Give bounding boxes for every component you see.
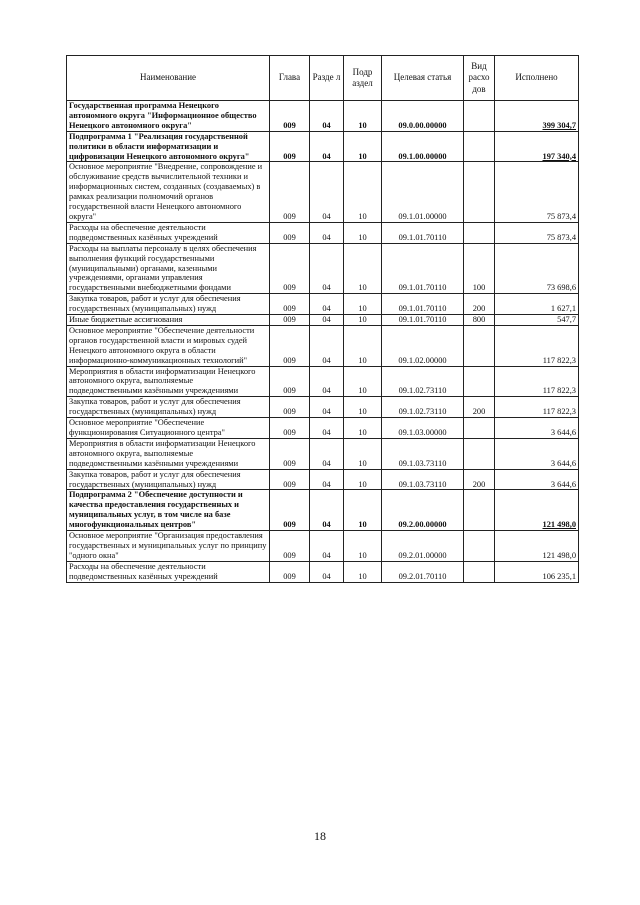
row-target: 09.1.01.70110 xyxy=(382,294,464,315)
table-row xyxy=(67,438,579,469)
row-target: 09.1.02.00000 xyxy=(382,325,464,366)
row-name: Подпрограмма 1 "Реализация государственной политики в области информатизации и цифровизации Ненецкого автономного округа" xyxy=(67,131,270,162)
row-glava: 009 xyxy=(270,315,310,326)
row-razdel: 04 xyxy=(310,397,344,418)
table-row xyxy=(67,162,579,222)
row-glava: 009 xyxy=(270,294,310,315)
row-target: 09.2.01.70110 xyxy=(382,561,464,582)
header-razdel: Разде л xyxy=(310,56,344,101)
row-name: Основное мероприятие "Обеспечение деятельности органов государственной власти и мировых судей Ненецкого автономного округа в области информационно-коммуникационных технологий" xyxy=(67,325,270,366)
row-amount: 106 235,1 xyxy=(495,561,579,582)
row-razdel: 04 xyxy=(310,131,344,162)
row-glava: 009 xyxy=(270,131,310,162)
row-amount: 117 822,3 xyxy=(495,366,579,397)
row-podrazdel: 10 xyxy=(344,531,382,562)
table-row xyxy=(67,469,579,490)
row-podrazdel: 10 xyxy=(344,469,382,490)
row-glava: 009 xyxy=(270,418,310,439)
table-row xyxy=(67,397,579,418)
table-header-row xyxy=(67,56,579,101)
row-name: Закупка товаров, работ и услуг для обеспечения государственных (муниципальных) нужд xyxy=(67,469,270,490)
row-target: 09.1.01.70110 xyxy=(382,243,464,294)
row-glava: 009 xyxy=(270,222,310,243)
table-row xyxy=(67,418,579,439)
table-row xyxy=(67,222,579,243)
row-razdel: 04 xyxy=(310,490,344,531)
row-podrazdel: 10 xyxy=(344,366,382,397)
row-amount: 399 304,7 xyxy=(495,101,579,132)
row-podrazdel: 10 xyxy=(344,418,382,439)
row-vid: 200 xyxy=(464,294,495,315)
row-glava: 009 xyxy=(270,469,310,490)
row-podrazdel: 10 xyxy=(344,243,382,294)
row-glava: 009 xyxy=(270,490,310,531)
row-podrazdel: 10 xyxy=(344,294,382,315)
row-amount: 75 873,4 xyxy=(495,222,579,243)
row-glava: 009 xyxy=(270,162,310,222)
row-amount: 117 822,3 xyxy=(495,397,579,418)
row-name: Мероприятия в области информатизации Ненецкого автономного округа, выполняемые подведомственными казёнными учреждениями xyxy=(67,366,270,397)
row-amount: 547,7 xyxy=(495,315,579,326)
row-amount: 75 873,4 xyxy=(495,162,579,222)
row-amount: 197 340,4 xyxy=(495,131,579,162)
row-vid xyxy=(464,418,495,439)
row-name: Мероприятия в области информатизации Ненецкого автономного округа, выполняемые подведомственными казёнными учреждениями xyxy=(67,438,270,469)
row-podrazdel: 10 xyxy=(344,325,382,366)
row-name: Основное мероприятие "Внедрение, сопровождение и обслуживание средств вычислительной техники и информационных систем, созданных (создаваемых) в рамках реализации полномочий органов государственной власти Ненецкого автономного округа" xyxy=(67,162,270,222)
row-target: 09.2.01.00000 xyxy=(382,531,464,562)
row-podrazdel: 10 xyxy=(344,397,382,418)
row-razdel: 04 xyxy=(310,294,344,315)
row-razdel: 04 xyxy=(310,243,344,294)
row-target: 09.1.01.70110 xyxy=(382,315,464,326)
table-row xyxy=(67,325,579,366)
row-podrazdel: 10 xyxy=(344,162,382,222)
row-amount: 121 498,0 xyxy=(495,490,579,531)
row-vid xyxy=(464,531,495,562)
row-name: Подпрограмма 2 "Обеспечение доступности и качества предоставления государственных и муниципальных услуг, в том числе на базе многофункциональных центров" xyxy=(67,490,270,531)
row-podrazdel: 10 xyxy=(344,561,382,582)
row-target: 09.2.00.00000 xyxy=(382,490,464,531)
page-number: 18 xyxy=(314,829,326,843)
row-name: Государственная программа Ненецкого автономного округа "Информационное общество Ненецкого автономного округа" xyxy=(67,101,270,132)
row-amount: 73 698,6 xyxy=(495,243,579,294)
row-vid xyxy=(464,438,495,469)
row-glava: 009 xyxy=(270,438,310,469)
row-glava: 009 xyxy=(270,397,310,418)
row-name: Расходы на обеспечение деятельности подведомственных казённых учреждений xyxy=(67,561,270,582)
row-podrazdel: 10 xyxy=(344,490,382,531)
row-amount: 3 644,6 xyxy=(495,469,579,490)
row-podrazdel: 10 xyxy=(344,315,382,326)
table-body xyxy=(67,101,579,583)
row-razdel: 04 xyxy=(310,561,344,582)
row-target: 09.0.00.00000 xyxy=(382,101,464,132)
row-glava: 009 xyxy=(270,366,310,397)
table-row xyxy=(67,294,579,315)
row-vid xyxy=(464,325,495,366)
row-razdel: 04 xyxy=(310,438,344,469)
row-name: Закупка товаров, работ и услуг для обеспечения государственных (муниципальных) нужд xyxy=(67,294,270,315)
row-vid: 200 xyxy=(464,469,495,490)
row-name: Основное мероприятие "Обеспечение функционирования Ситуационного центра" xyxy=(67,418,270,439)
row-razdel: 04 xyxy=(310,222,344,243)
header-vid: Вид расхо дов xyxy=(464,56,495,101)
row-vid xyxy=(464,131,495,162)
row-target: 09.1.02.73110 xyxy=(382,397,464,418)
row-glava: 009 xyxy=(270,561,310,582)
row-podrazdel: 10 xyxy=(344,222,382,243)
header-podrazdel: Подр аздел xyxy=(344,56,382,101)
row-vid: 100 xyxy=(464,243,495,294)
row-glava: 009 xyxy=(270,101,310,132)
row-name: Расходы на обеспечение деятельности подведомственных казённых учреждений xyxy=(67,222,270,243)
row-amount: 3 644,6 xyxy=(495,418,579,439)
row-amount: 117 822,3 xyxy=(495,325,579,366)
row-vid: 800 xyxy=(464,315,495,326)
header-glava: Глава xyxy=(270,56,310,101)
row-amount: 121 498,0 xyxy=(495,531,579,562)
row-amount: 1 627,1 xyxy=(495,294,579,315)
row-podrazdel: 10 xyxy=(344,131,382,162)
row-glava: 009 xyxy=(270,243,310,294)
row-razdel: 04 xyxy=(310,418,344,439)
row-target: 09.1.03.73110 xyxy=(382,438,464,469)
row-razdel: 04 xyxy=(310,162,344,222)
row-razdel: 04 xyxy=(310,366,344,397)
header-done: Исполнено xyxy=(495,56,579,101)
row-vid xyxy=(464,162,495,222)
table-row xyxy=(67,490,579,531)
row-name: Расходы на выплаты персоналу в целях обеспечения выполнения функций государственными (муниципальными) органами, казенными учреждениями, органами управления государственными внебюджетными фондами xyxy=(67,243,270,294)
table-row xyxy=(67,531,579,562)
row-vid: 200 xyxy=(464,397,495,418)
row-amount: 3 644,6 xyxy=(495,438,579,469)
row-podrazdel: 10 xyxy=(344,438,382,469)
row-razdel: 04 xyxy=(310,469,344,490)
header-name: Наименование xyxy=(67,56,270,101)
row-vid xyxy=(464,101,495,132)
table-row xyxy=(67,101,579,132)
row-vid xyxy=(464,366,495,397)
row-target: 09.1.00.00000 xyxy=(382,131,464,162)
row-razdel: 04 xyxy=(310,325,344,366)
row-vid xyxy=(464,561,495,582)
row-name: Иные бюджетные ассигнования xyxy=(67,315,270,326)
row-target: 09.1.03.73110 xyxy=(382,469,464,490)
row-vid xyxy=(464,490,495,531)
table-row xyxy=(67,561,579,582)
row-target: 09.1.02.73110 xyxy=(382,366,464,397)
row-vid xyxy=(464,222,495,243)
row-podrazdel: 10 xyxy=(344,101,382,132)
table-row xyxy=(67,366,579,397)
row-name: Основное мероприятие "Организация предоставления государственных и муниципальных услуг по принципу "одного окна" xyxy=(67,531,270,562)
table-row xyxy=(67,131,579,162)
row-target: 09.1.03.00000 xyxy=(382,418,464,439)
row-glava: 009 xyxy=(270,325,310,366)
row-name: Закупка товаров, работ и услуг для обеспечения государственных (муниципальных) нужд xyxy=(67,397,270,418)
header-target: Целевая статья xyxy=(382,56,464,101)
table-row xyxy=(67,243,579,294)
row-razdel: 04 xyxy=(310,101,344,132)
row-target: 09.1.01.70110 xyxy=(382,222,464,243)
row-glava: 009 xyxy=(270,531,310,562)
row-razdel: 04 xyxy=(310,531,344,562)
row-razdel: 04 xyxy=(310,315,344,326)
budget-table xyxy=(66,55,579,583)
table-row xyxy=(67,315,579,326)
row-target: 09.1.01.00000 xyxy=(382,162,464,222)
